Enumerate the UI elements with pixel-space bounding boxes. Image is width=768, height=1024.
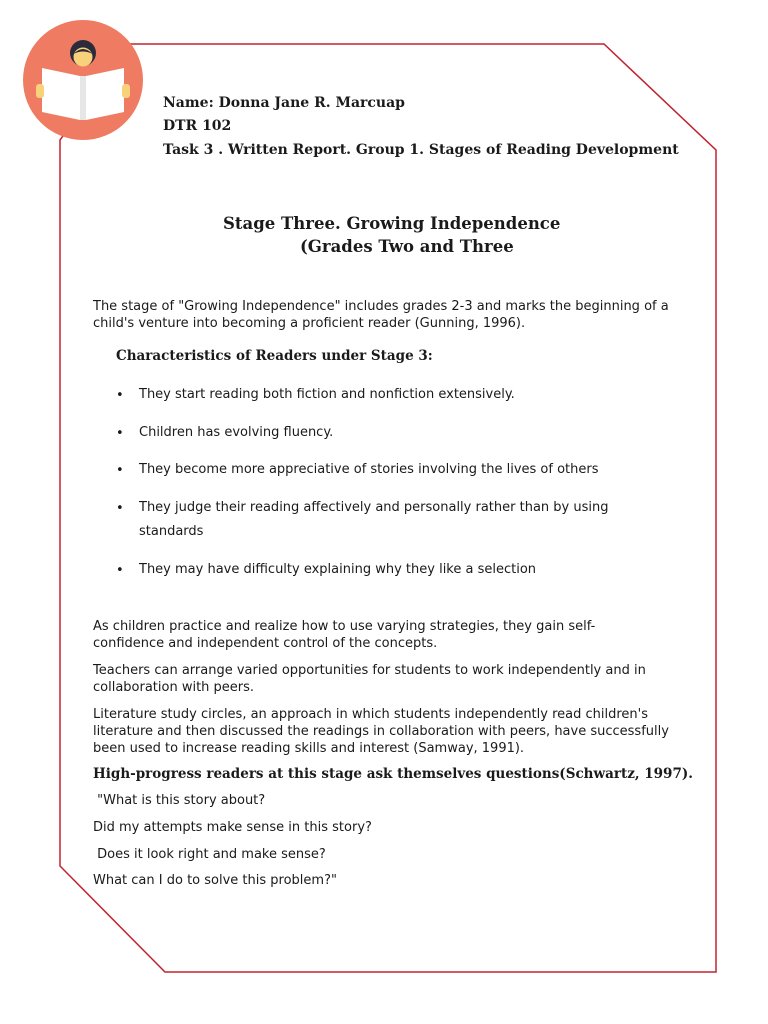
list-item: They become more appreciative of stories involving the lives of others (139, 462, 599, 477)
list-item: They judge their reading affectively and personally rather than by using standards (139, 500, 609, 539)
characteristics-heading: Characteristics of Readers under Stage 3: (116, 348, 433, 364)
question-item: "What is this story about? (93, 793, 266, 808)
list-item: Children has evolving fluency. (139, 425, 334, 440)
question-item: Did my attempts make sense in this story? (93, 820, 372, 835)
document-subtitle: (Grades Two and Three (300, 237, 514, 256)
task-description: Task 3 . Written Report. Group 1. Stages of Reading Development (163, 142, 679, 158)
bullet-marker: • (116, 426, 124, 441)
intro-paragraph: The stage of "Growing Independence" includes grades 2-3 and marks the beginning of a child's venture into becoming a proficient reader (Gunning, 1996). (93, 299, 669, 331)
list-item: They start reading both fiction and nonfiction extensively. (139, 387, 515, 402)
reader-with-book-icon (20, 20, 146, 140)
paragraph-teachers: Teachers can arrange varied opportunities for students to work independently and in collaboration with peers. (93, 663, 646, 695)
bullet-marker: • (116, 463, 124, 478)
bullet-marker: • (116, 388, 124, 403)
document-title: Stage Three. Growing Independence (223, 214, 561, 233)
bullet-marker: • (116, 563, 124, 578)
question-item: Does it look right and make sense? (93, 847, 326, 862)
author-name: Name: Donna Jane R. Marcuap (163, 95, 405, 111)
question-item: What can I do to solve this problem?" (93, 873, 337, 888)
paragraph-strategies: As children practice and realize how to use varying strategies, they gain self-confidence and independent control of the concepts. (93, 619, 596, 651)
bullet-marker: • (116, 501, 124, 516)
questions-heading: High-progress readers at this stage ask themselves questions(Schwartz, 1997). (93, 766, 693, 782)
paragraph-literature-circles: Literature study circles, an approach in which students independently read children's literature and then discussed the readings in collaboration with peers, have successfully been used to increase reading skills and interest (Samway, 1991). (93, 707, 669, 756)
list-item: They may have difficulty explaining why they like a selection (139, 562, 537, 577)
course-code: DTR 102 (163, 118, 232, 134)
